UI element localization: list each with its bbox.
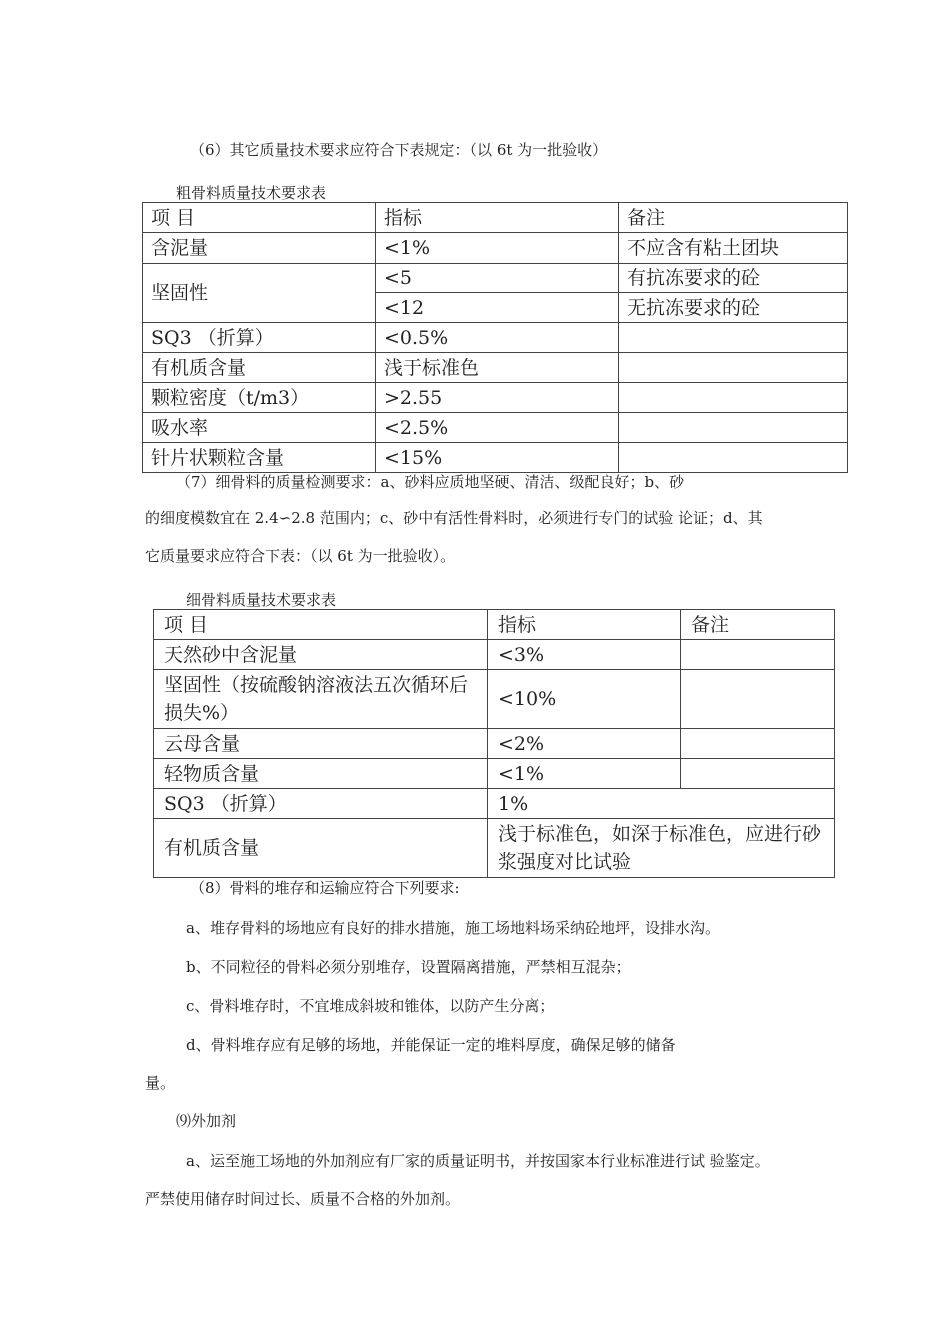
paragraph-8-c: c、骨料堆存时，不宜堆成斜坡和锥体，以防产生分离； [186, 997, 555, 1015]
paragraph-8-d-line2: 量。 [145, 1074, 176, 1092]
paragraph-8-a: a、堆存骨料的场地应有良好的排水措施，施工场地料场采纳砼地坪，设排水沟。 [186, 919, 720, 937]
table-row [154, 759, 835, 789]
row-value: <1% [376, 233, 619, 264]
row-value: <10% [488, 670, 681, 729]
paragraph-9-title: ⑼外加剂 [176, 1112, 237, 1130]
row-item: 云母含量 [154, 729, 488, 759]
header-item: 项 目 [154, 610, 488, 640]
row-value: <1% [488, 759, 681, 789]
paragraph-8-d-line1: d、骨料堆存应有足够的场地，并能保证一定的堆料厚度，确保足够的储备 [186, 1036, 676, 1054]
row-note [681, 759, 835, 789]
table2-caption: 细骨料质量技术要求表 [186, 591, 337, 609]
table-header-row [143, 203, 848, 233]
table-row [143, 383, 848, 413]
row-value: 浅于标准色 [376, 353, 619, 383]
row-item: 有机质含量 [143, 353, 376, 383]
table-row [154, 789, 835, 819]
table-row [154, 640, 835, 670]
row-item: 有机质含量 [154, 819, 488, 878]
table1-caption: 粗骨料质量技术要求表 [176, 184, 327, 202]
table-row [143, 413, 848, 443]
row-note [619, 353, 848, 383]
row-note: 无抗冻要求的砼 [619, 293, 848, 323]
row-value: <2% [488, 729, 681, 759]
paragraph-8-b: b、不同粒径的骨料必须分别堆存，设置隔离措施，严禁相互混杂； [186, 958, 631, 976]
table-row [143, 264, 848, 293]
table-row [154, 819, 835, 878]
header-item: 项 目 [143, 203, 376, 233]
row-note [619, 443, 848, 473]
row-item: 吸水率 [143, 413, 376, 443]
row-item: 含泥量 [143, 233, 376, 264]
paragraph-6: （6）其它质量技术要求应符合下表规定：（以 6t 为一批验收） [190, 141, 608, 159]
paragraph-9-a-line1: a、运至施工场地的外加剂应有厂家的质量证明书，并按国家本行业标准进行试 验鉴定。 [186, 1152, 770, 1170]
row-item: 轻物质含量 [154, 759, 488, 789]
row-note: 不应含有粘土团块 [619, 233, 848, 264]
row-note [681, 729, 835, 759]
row-note: 有抗冻要求的砼 [619, 264, 848, 293]
row-value: 1% [488, 789, 835, 819]
row-item: 坚固性（按硫酸钠溶液法五次循环后损失%） [154, 670, 488, 729]
table-row [143, 233, 848, 264]
row-value: <3% [488, 640, 681, 670]
row-note [681, 640, 835, 670]
row-item: 坚固性 [143, 264, 376, 323]
row-value: <5 [376, 264, 619, 293]
row-item: 天然砂中含泥量 [154, 640, 488, 670]
row-item: SQ3 （折算） [154, 789, 488, 819]
coarse-aggregate-table [142, 202, 848, 473]
header-note: 备注 [619, 203, 848, 233]
table-header-row [154, 610, 835, 640]
row-value: >2.55 [376, 383, 619, 413]
row-value: <12 [376, 293, 619, 323]
table-row [154, 729, 835, 759]
paragraph-7-line3: 它质量要求应符合下表：（以 6t 为一批验收）。 [145, 547, 456, 565]
table-row [154, 670, 835, 729]
table-row [143, 323, 848, 353]
paragraph-8-title: （8）骨料的堆存和运输应符合下列要求: [190, 879, 460, 897]
row-item: 颗粒密度（t/m3） [143, 383, 376, 413]
header-value: 指标 [488, 610, 681, 640]
paragraph-9-a-line2: 严禁使用储存时间过长、质量不合格的外加剂。 [145, 1190, 461, 1208]
table-row [143, 443, 848, 473]
row-item: SQ3 （折算） [143, 323, 376, 353]
header-note: 备注 [681, 610, 835, 640]
row-note [619, 413, 848, 443]
row-note [619, 323, 848, 353]
row-value: 浅于标准色，如深于标准色，应进行砂浆强度对比试验 [488, 819, 835, 878]
row-item: 针片状颗粒含量 [143, 443, 376, 473]
row-value: <0.5% [376, 323, 619, 353]
row-value: <15% [376, 443, 619, 473]
row-note [619, 383, 848, 413]
header-value: 指标 [376, 203, 619, 233]
row-note [681, 670, 835, 729]
row-value: <2.5% [376, 413, 619, 443]
paragraph-7-line1: （7）细骨料的质量检测要求：a、砂料应质地坚硬、清洁、级配良好；b、砂 [176, 473, 685, 491]
fine-aggregate-table [153, 609, 835, 878]
paragraph-7-line2: 的细度模数宜在 2.4∽2.8 范围内；c、砂中有活性骨料时，必须进行专门的试验 论证；d、其 [145, 509, 763, 527]
table-row [143, 353, 848, 383]
